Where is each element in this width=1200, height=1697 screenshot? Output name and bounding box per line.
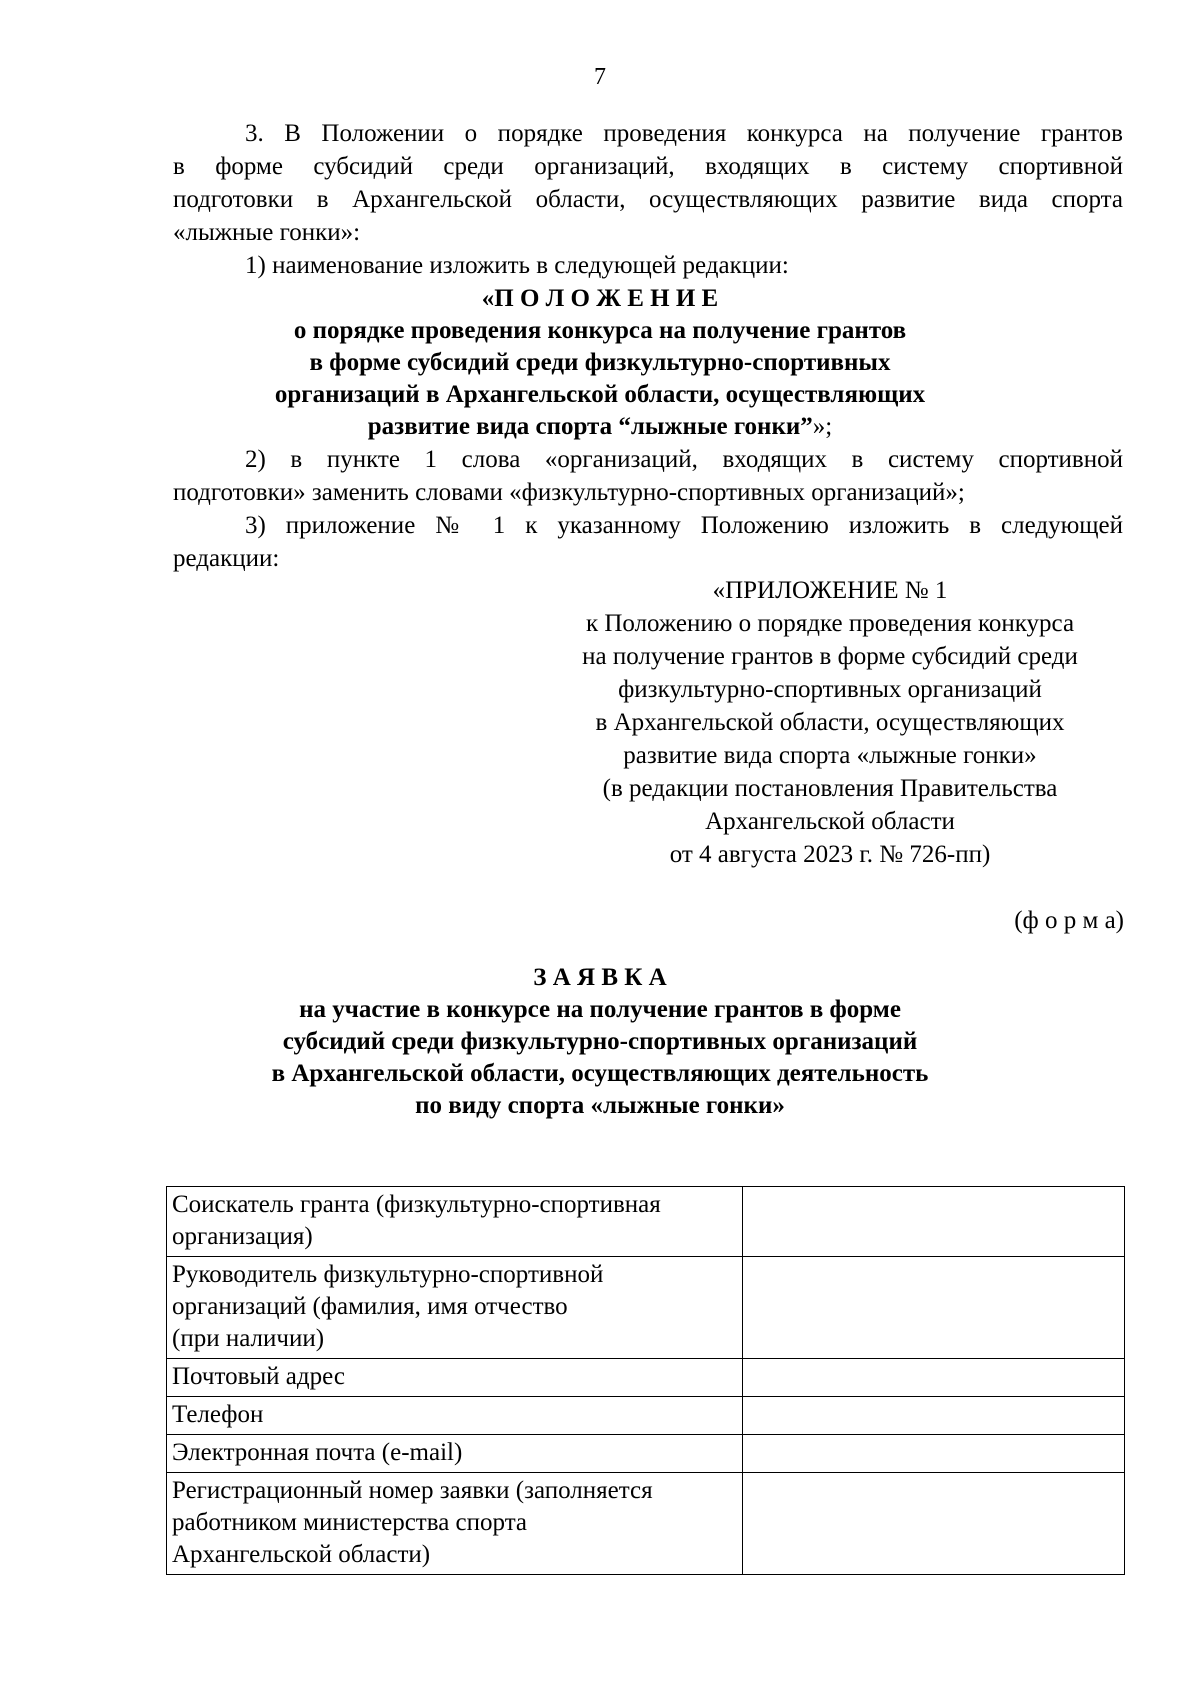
polozhenie-subtitle-line: о порядке проведения конкурса на получение грантов (293, 317, 907, 344)
field-label-head (167, 1257, 743, 1359)
table-row (167, 1359, 1125, 1397)
form-label: (ф о р м а) (1014, 907, 1124, 934)
field-label-postal-address (167, 1359, 743, 1397)
application-subtitle-line: по виду спорта «лыжные гонки» (415, 1092, 785, 1119)
application-title: З А Я В К А (533, 964, 667, 991)
field-label-phone (167, 1397, 743, 1435)
field-label-registration-number (167, 1473, 743, 1575)
polozhenie-title: «П О Л О Ж Е Н И Е (481, 285, 719, 312)
appendix-header-line: «ПРИЛОЖЕНИЕ № 1 (712, 577, 948, 604)
label-line: работником министерства спорта (172, 1509, 528, 1536)
paragraph-line: 3. В Положении о порядке проведения конкурса на получение грантов (245, 120, 1123, 147)
label-line: Почтовый адрес (172, 1363, 345, 1390)
label-line: организаций (фамилия, имя отчество (172, 1293, 568, 1320)
label-line: (при наличии) (172, 1325, 325, 1352)
appendix-header-line: Архангельской области (705, 808, 955, 835)
page-number: 7 (594, 64, 606, 90)
appendix-header-line: развитие вида спорта «лыжные гонки» (623, 742, 1037, 769)
table-row (167, 1257, 1125, 1359)
label-line: Телефон (172, 1401, 264, 1428)
item-2-line: 2) в пункте 1 слова «организаций, входящих в систему спортивной (245, 446, 1123, 473)
item-1: 1) наименование изложить в следующей редакции: (245, 252, 789, 279)
table-row (167, 1397, 1125, 1435)
item-2-line: подготовки» заменить словами «физкультурно-спортивных организаций»; (173, 479, 965, 506)
paragraph-line: в форме субсидий среди организаций, входящих в систему спортивной (173, 153, 1123, 180)
polozhenie-subtitle-line: в форме субсидий среди физкультурно-спортивных (309, 349, 891, 376)
label-line: Регистрационный номер заявки (заполняется (172, 1477, 653, 1504)
field-label-applicant (167, 1187, 743, 1257)
polozhenie-subtitle-line: организаций в Архангельской области, осуществляющих (274, 381, 926, 408)
label-line: Архангельской области) (172, 1541, 431, 1568)
table-row (167, 1187, 1125, 1257)
field-value-applicant[interactable] (742, 1187, 1124, 1257)
table-row (167, 1435, 1125, 1473)
paragraph-line: подготовки в Архангельской области, осуществляющих развитие вида спорта (173, 186, 1123, 213)
field-label-email (167, 1435, 743, 1473)
polozhenie-subtitle-last-line (0, 411, 1200, 443)
appendix-header-line: физкультурно-спортивных организаций (618, 676, 1042, 703)
polozhenie-last-bold: развитие вида спорта “лыжные гонки” (367, 413, 813, 440)
label-line: Соискатель гранта (физкультурно-спортивная (172, 1191, 661, 1218)
appendix-header-line: (в редакции постановления Правительства (602, 775, 1058, 802)
field-value-registration-number[interactable] (742, 1473, 1124, 1575)
application-form-table (166, 1186, 1125, 1575)
appendix-header-line: в Архангельской области, осуществляющих (595, 709, 1065, 736)
application-subtitle-line: в Архангельской области, осуществляющих деятельность (271, 1060, 929, 1087)
field-value-email[interactable] (742, 1435, 1124, 1473)
item-3-line: 3) приложение № 1 к указанному Положению изложить в следующей (245, 512, 1123, 539)
appendix-header-line: на получение грантов в форме субсидий среди (582, 643, 1078, 670)
label-line: Руководитель физкультурно-спортивной (172, 1261, 604, 1288)
polozhenie-last-tail: »; (812, 413, 833, 440)
paragraph-line: «лыжные гонки»: (173, 219, 361, 246)
label-line: организация) (172, 1223, 313, 1250)
application-subtitle-line: на участие в конкурсе на получение грантов в форме (299, 996, 901, 1023)
field-value-phone[interactable] (742, 1397, 1124, 1435)
label-line: Электронная почта (e-mail) (172, 1439, 463, 1466)
appendix-header-line: от 4 августа 2023 г. № 726-пп) (669, 841, 991, 868)
appendix-header-line: к Положению о порядке проведения конкурса (585, 610, 1075, 637)
field-value-head[interactable] (742, 1257, 1124, 1359)
table-row (167, 1473, 1125, 1575)
item-3-line: редакции: (173, 545, 280, 572)
application-subtitle-line: субсидий среди физкультурно-спортивных организаций (282, 1028, 918, 1055)
field-value-postal-address[interactable] (742, 1359, 1124, 1397)
